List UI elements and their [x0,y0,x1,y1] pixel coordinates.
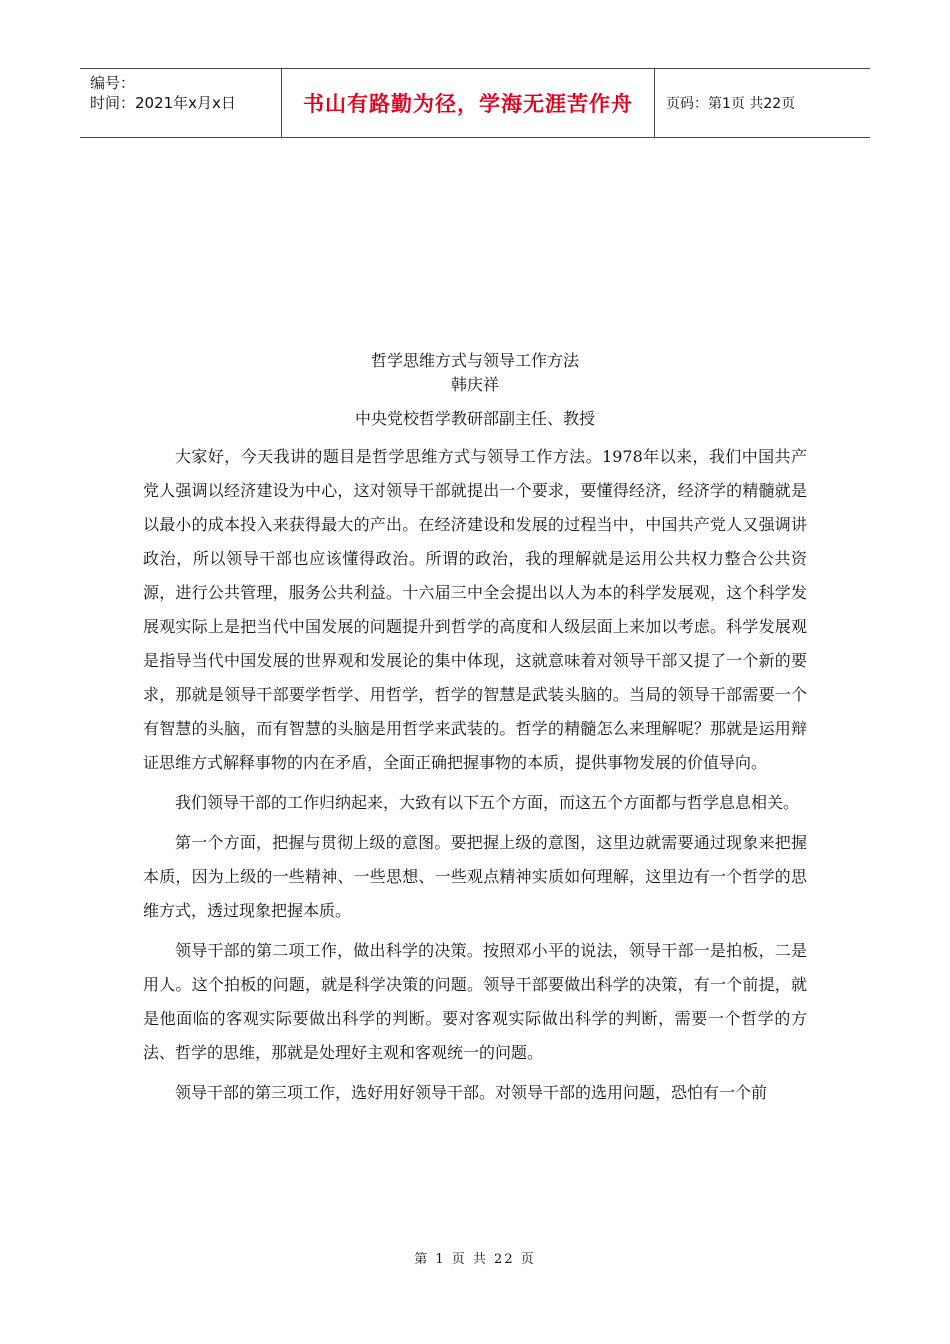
header-motto: 书山有路勤为径，学海无涯苦作舟 [303,92,633,116]
document-title: 哲学思维方式与领导工作方法 [370,351,579,370]
header-page-code: 页码：第1页 共22页 [666,96,796,112]
header-meta [80,69,280,137]
document-author: 韩庆祥 [450,375,499,394]
document-header [80,68,870,138]
paragraph: 领导干部的第二项工作，做出科学的决策。按照邓小平的说法，领导干部一是拍板，二是用人。这个拍板的问题，就是科学决策的问题。领导干部要做出科学的决策，有一个前提，就是他面临的客观实际要做出科学的判断。要对客观实际做出科学的判断，需要一个哲学的方法、哲学的思维，那就是处理好主观和客观统一的问题。 [143,941,807,1062]
document-affiliation: 中央党校哲学教研部副主任、教授 [354,409,595,428]
header-motto-cell [281,69,655,137]
header-number: 编号： [90,74,136,92]
paragraph: 第一个方面，把握与贯彻上级的意图。要把握上级的意图，这里边就需要通过现象来把握本质，因为上级的一些精神、一些思想、一些观点精神实质如何理解，这里边有一个哲学的思维方式，透过现象把握本质。 [143,833,807,920]
document-body [143,440,807,1116]
paragraph: 大家好，今天我讲的题目是哲学思维方式与领导工作方法。1978年以来，我们中国共产党人强调以经济建设为中心，这对领导干部就提出一个要求，要懂得经济，经济学的精髓就是以最小的成本投入来获得最大的产出。在经济建设和发展的过程当中，中国共产党人又强调讲政治，所以领导干部也应该懂得政治。所谓的政治，我的理解就是运用公共权力整合公共资源，进行公共管理，服务公共利益。十六届三中全会提出以人为本的科学发展观，这个科学发展观实际上是把当代中国发展的问题提升到哲学的高度和人级层面上来加以考虑。科学发展观是指导当代中国发展的世界观和发展论的集中体现，这就意味着对领导干部又提了一个新的要求，那就是领导干部要学哲学、用哲学，哲学的智慧是武装头脑的。当局的领导干部需要一个有智慧的头脑，而有智慧的头脑是用哲学来武装的。哲学的精髓怎么来理解呢？那就是运用辩证思维方式解释事物的内在矛盾，全面正确把握事物的本质，提供事物发展的价值导向。 [143,447,807,772]
paragraph: 我们领导干部的工作归纳起来，大致有以下五个方面，而这五个方面都与哲学息息相关。 [175,793,800,812]
page-footer: 第 1 页 共 22 页 [414,1252,536,1267]
header-time: 时间：2021年x月x日 [90,94,236,112]
paragraph: 领导干部的第三项工作，选好用好领导干部。对领导干部的选用问题，恐怕有一个前 [175,1083,768,1102]
